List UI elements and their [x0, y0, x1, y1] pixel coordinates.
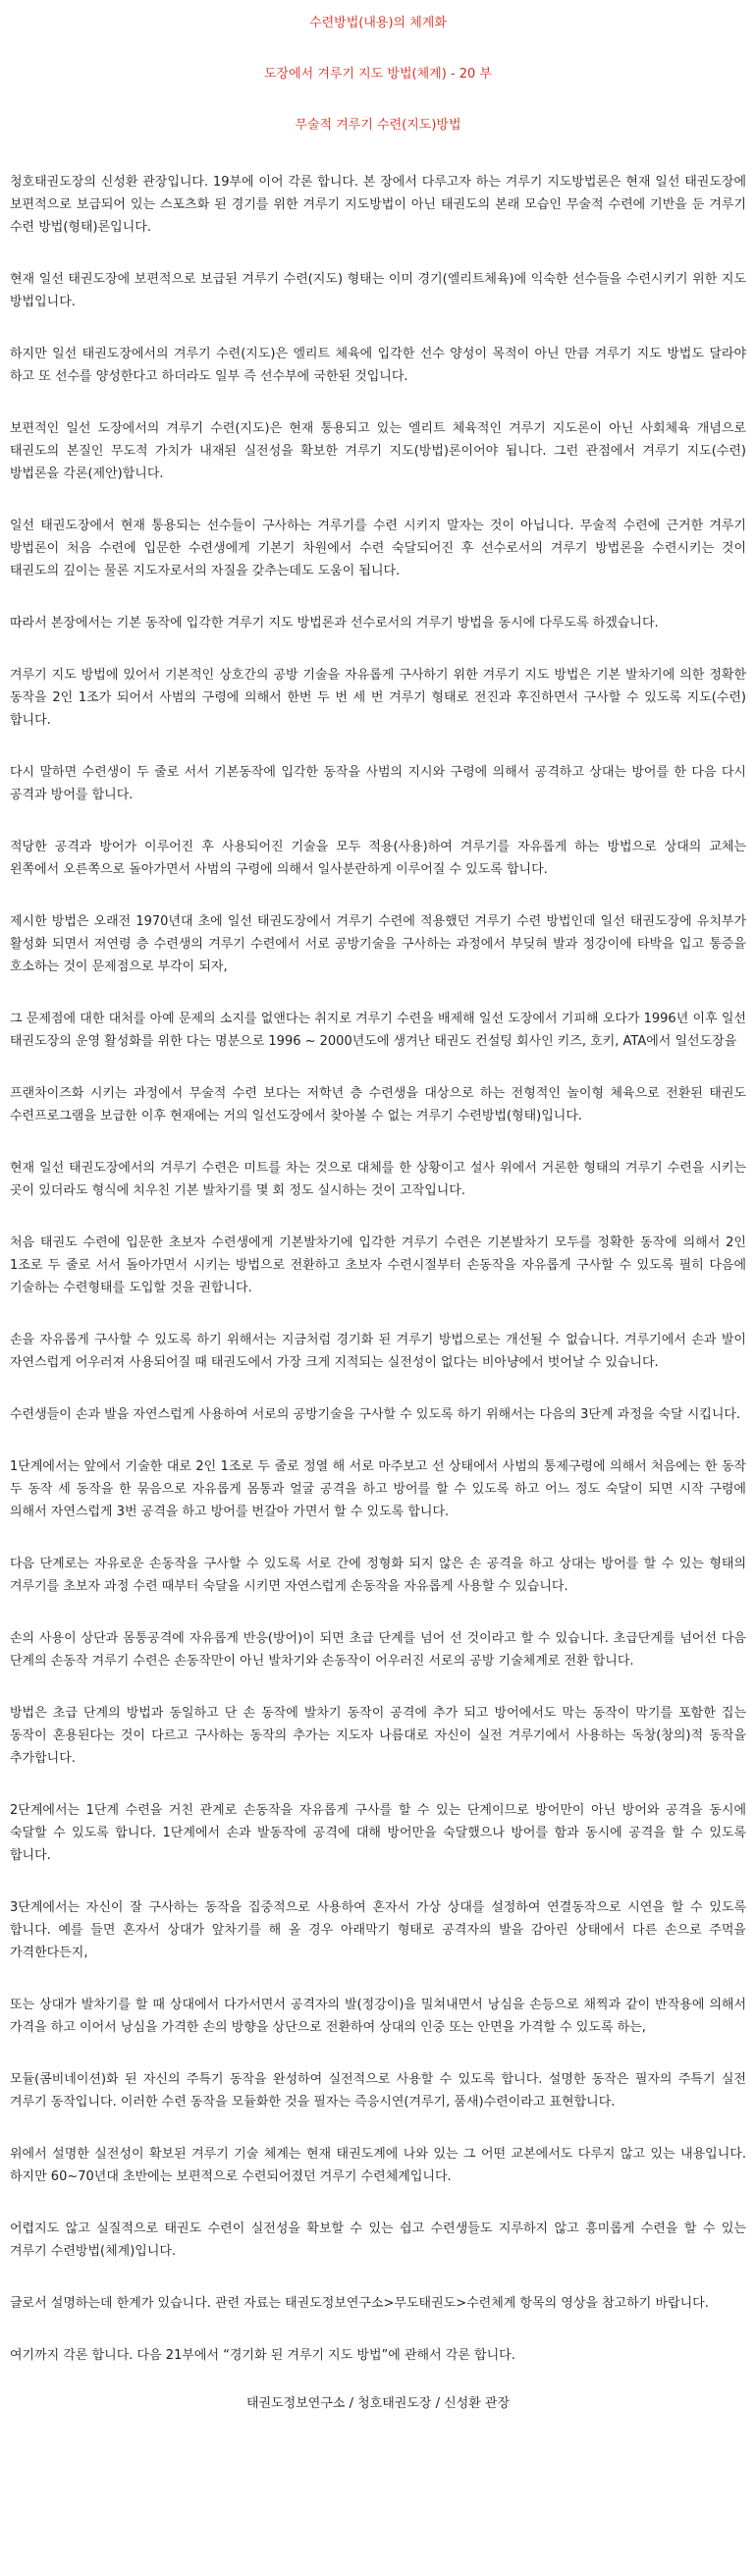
paragraph: 따라서 본장에서는 기본 동작에 입각한 겨루기 지도 방법론과 선수로서의 겨루기 방법을 동시에 다루도록 하겠습니다.	[10, 616, 659, 630]
paragraph: 손의 사용이 상단과 몸통공격에 자유롭게 반응(방어)이 되면 초급 단계를 넘어 선 것이라고 할 수 있습니다. 초급단계를 넘어선 다음 단계의 손동작 겨루기 수련은 손동작만이 아닌 발차기와 손동작이 어우러진 서로의 공방 기술체계로 전환 합니다.	[10, 1631, 746, 1669]
paragraph: 적당한 공격과 방어가 이루어진 후 사용되어진 기술을 모두 적용(사용)하여 겨루기를 자유롭게 하는 방법으로 상대의 교체는 왼쪽에서 오른쪽으로 돌아가면서 사범의 구령에 의해서 일사분란하게 이루어질 수 있도록 합니다.	[10, 840, 746, 877]
paragraph: 어렵지도 않고 실질적으로 태권도 수련이 실전성을 확보할 수 있는 쉽고 수련생들도 지루하지 않고 흥미롭게 수련을 할 수 있는 겨루기 수련방법(체계)입니다.	[10, 2221, 746, 2259]
paragraph: 위에서 설명한 실전성이 확보된 겨루기 기술 체계는 현재 태권도계에 나와 있는 그 어떤 교본에서도 다루지 않고 있는 내용입니다. 하지만 60~70년대 초반에는 보편적으로 수련되어졌던 겨루기 수련체계입니다.	[10, 2147, 746, 2184]
series-title: 도장에서 겨루기 지도 방법(체계) - 20 부	[264, 67, 492, 82]
paragraph: 다음 단계로는 자유로운 손동작을 구사할 수 있도록 서로 간에 정형화 되지 않은 손 공격을 하고 상대는 방어를 할 수 있는 형태의 겨루기를 초보자 과정 수련 때부터 숙달을 시키면 자연스럽게 손동작을 자유롭게 사용할 수 있습니다.	[10, 1557, 746, 1594]
paragraph: 수련생들이 손과 발을 자연스럽게 사용하여 서로의 공방기술을 구사할 수 있도록 하기 위해서는 다음의 3단계 과정을 숙달 시킵니다.	[10, 1407, 741, 1422]
paragraph: 현재 일선 태권도장에 보편적으로 보급된 겨루기 수련(지도) 형태는 이미 경기(엘리트체육)에 익숙한 선수들을 수련시키기 위한 지도 방법입니다.	[10, 272, 746, 309]
paragraph: 글로서 설명하는데 한계가 있습니다. 관련 자료는 태권도정보연구소>무도태권도>수련체계 항목의 영상을 참고하기 바랍니다.	[10, 2296, 709, 2311]
author-credit: 태권도정보연구소 / 청호태권도장 / 신성환 관장	[245, 2396, 511, 2411]
paragraph: 여기까지 각론 합니다. 다음 21부에서 “경기화 된 겨루기 지도 방법”에 관해서 각론 합니다.	[10, 2348, 515, 2363]
paragraph: 겨루기 지도 방법에 있어서 기본적인 상호간의 공방 기술을 자유롭게 구사하기 위한 겨루기 지도 방법은 기본 발차기에 의한 정확한 동작을 2인 1조가 되어서 사범의 구령에 의해서 한번 두 번 세 번 겨루기 형태로 전진과 후진하면서 구사할 수 있도록 지도(수련) 합니다.	[10, 668, 746, 728]
paragraph: 청호태권도장의 신성환 관장입니다. 19부에 이어 각론 합니다. 본 장에서 다루고자 하는 겨루기 지도방법론은 현재 일선 태권도장에 보편적으로 보급되어 있는 스포츠화 된 경기를 위한 겨루기 지도방법이 아닌 태권도의 본래 모습인 무술적 수련에 기반을 둔 겨루기 수련 방법(형태)론입니다.	[10, 175, 746, 235]
paragraph: 다시 말하면 수련생이 두 줄로 서서 기본동작에 입각한 동작을 사범의 지시와 구령에 의해서 공격하고 상대는 방어를 한 다음 다시 공격과 방어를 합니다.	[10, 765, 746, 802]
paragraph: 모듈(콤비네이션)화 된 자신의 주특기 동작을 완성하여 실전적으로 사용할 수 있도록 합니다. 설명한 동작은 필자의 주특기 실전 겨루기 동작입니다. 이러한 수련 동작을 모듈화한 것을 필자는 즉응시연(겨루기, 품새)수련이라고 표현합니다.	[10, 2072, 746, 2110]
paragraph: 또는 상대가 발차기를 할 때 상대에서 다가서면서 공격자의 발(정강이)을 밀쳐내면서 낭심을 손등으로 채찍과 같이 반작용에 의해서 가격을 하고 이어서 낭심을 가격한 손의 방향을 상단으로 전환하여 상대의 인중 또는 안면을 가격할 수 있도록 하는,	[10, 1998, 747, 2035]
paragraph: 처음 태권도 수련에 입문한 초보자 수련생에게 기본발차기에 입각한 겨루기 수련은 기본발차기 모두를 정확한 동작에 의해서 2인 1조로 두 줄로 서서 돌아가면서 시키는 방법으로 전환하고 초보자 수련시절부터 손동작을 자유롭게 구사할 수 있도록 필히 다음에 기술하는 수련형태를 도입할 것을 권합니다.	[10, 1235, 746, 1295]
paragraph: 보편적인 일선 도장에서의 겨루기 수련(지도)은 현재 통용되고 있는 엘리트 체육적인 겨루기 지도론이 아닌 사회체육 개념으로 태권도의 본질인 무도적 가치가 내재된 실전성을 확보한 겨루기 지도(방법)론이어야 됩니다. 그런 관점에서 겨루기 지도(수련)방법론을 각론(제안)합니다.	[10, 421, 746, 481]
section-title: 무술적 겨루기 수련(지도)방법	[295, 118, 461, 133]
paragraph: 1단계에서는 앞에서 기술한 대로 2인 1조로 두 줄로 정열 해 서로 마주보고 선 상태에서 사범의 통제구령에 의해서 처음에는 한 동작 두 동작 세 동작을 한 묶음으로 자유롭게 몸통과 얼굴 공격을 하고 방어를 할 수 있도록 하고 어느 정도 숙달이 되면 시작 구령에 의해서 자연스럽게 3번 공격을 하고 방어를 번갈아 가면서 할 수 있도록 합니다.	[10, 1459, 746, 1519]
paragraph: 방법은 초급 단계의 방법과 동일하고 단 손 동작에 발차기 동작이 공격에 추가 되고 방어에서도 막는 동작이 막기를 포함한 집는 동작이 혼용된다는 것이 다르고 구사하는 동작의 추가는 지도자 나름대로 자신이 실전 겨루기에서 사용하는 독창(창의)적 동작을 추가합니다.	[10, 1706, 746, 1766]
paragraph: 그 문제점에 대한 대처를 아예 문제의 소지를 없앤다는 취지로 겨루기 수련을 배제해 일선 도장에서 기피해 오다가 1996년 이후 일선 태권도장의 운영 활성화를 위한 다는 명분으로 1996 ~ 2000년도에 생겨난 태권도 컨설팅 회사인 키즈, 호키, ATA에서 일선도장을	[10, 1012, 746, 1049]
paragraph: 3단계에서는 자신이 잘 구사하는 동작을 집중적으로 사용하여 혼자서 가상 상대를 설정하여 연결동작으로 시연을 할 수 있도록 합니다. 예를 들면 혼자서 상대가 앞차기를 해 올 경우 아래막기 형태로 공격자의 발을 감아린 상태에서 다른 손으로 주먹을 가격한다든지,	[10, 1900, 746, 1960]
paragraph: 하지만 일선 태권도장에서의 겨루기 수련(지도)은 엘리트 체육에 입각한 선수 양성이 목적이 아닌 만큼 겨루기 지도 방법도 달라야 하고 또 선수를 양성한다고 하더라도 일부 즉 선수부에 국한된 것입니다.	[10, 347, 746, 384]
paragraph: 제시한 방법은 오래전 1970년대 초에 일선 태권도장에서 겨루기 수련에 적용했던 겨루기 수련 방법인데 일선 태권도장에 유치부가 활성화 되면서 저연령 층 수련생의 겨루기 수련에서 서로 공방기술을 구사하는 과정에서 부딪혀 발과 정강이에 타박을 입고 통증을 호소하는 것이 문제점으로 부각이 되자,	[10, 914, 746, 974]
paragraph: 일선 태권도장에서 현재 통용되는 선수들이 구사하는 겨루기를 수련 시키지 말자는 것이 아닙니다. 무술적 수련에 근거한 겨루기 방법론이 처음 수련에 입문한 수련생에게 기본기 차원에서 수련 숙달되어진 후 선수로서의 겨루기 방법론을 수련시키는 것이 태권도의 깊이는 물론 지도자로서의 자질을 갖추는데도 도움이 됩니다.	[10, 519, 746, 578]
paragraph: 손을 자유롭게 구사할 수 있도록 하기 위해서는 지금처럼 경기화 된 겨루기 방법으로는 개선될 수 없습니다. 겨루기에서 손과 발이 자연스럽게 어우러져 사용되어질 때 태권도에서 가장 크게 지적되는 실전성이 없다는 비아냥에서 벗어날 수 있습니다.	[10, 1333, 746, 1370]
paragraph: 2단계에서는 1단계 수련을 거친 관계로 손동작을 자유롭게 구사를 할 수 있는 단계이므로 방어만이 아닌 방어와 공격을 동시에 숙달할 수 있도록 합니다. 1단계에서 손과 발동작에 공격에 대해 방어만을 숙달했으나 방어를 함과 동시에 공격을 할 수 있도록 합니다.	[10, 1803, 746, 1863]
title-block	[10, 12, 746, 137]
paragraph: 현재 일선 태권도장에서의 겨루기 수련은 미트를 차는 것으로 대체를 한 상황이고 설사 위에서 거론한 형태의 겨루기 수련을 시키는 곳이 있더라도 형식에 치우친 기본 발차기를 몇 회 정도 실시하는 것이 고작입니다.	[10, 1161, 746, 1198]
article-body	[10, 171, 746, 2367]
paragraph: 프랜차이즈화 시키는 과정에서 무술적 수련 보다는 저학년 층 수련생을 대상으로 하는 전형적인 놀이형 체육으로 전환된 태권도 수련프로그램을 보급한 이후 현재에는 거의 일선도장에서 찾아볼 수 없는 겨루기 수련방법(형태)입니다.	[10, 1086, 746, 1124]
main-title: 수련방법(내용)의 체계화	[309, 16, 447, 30]
